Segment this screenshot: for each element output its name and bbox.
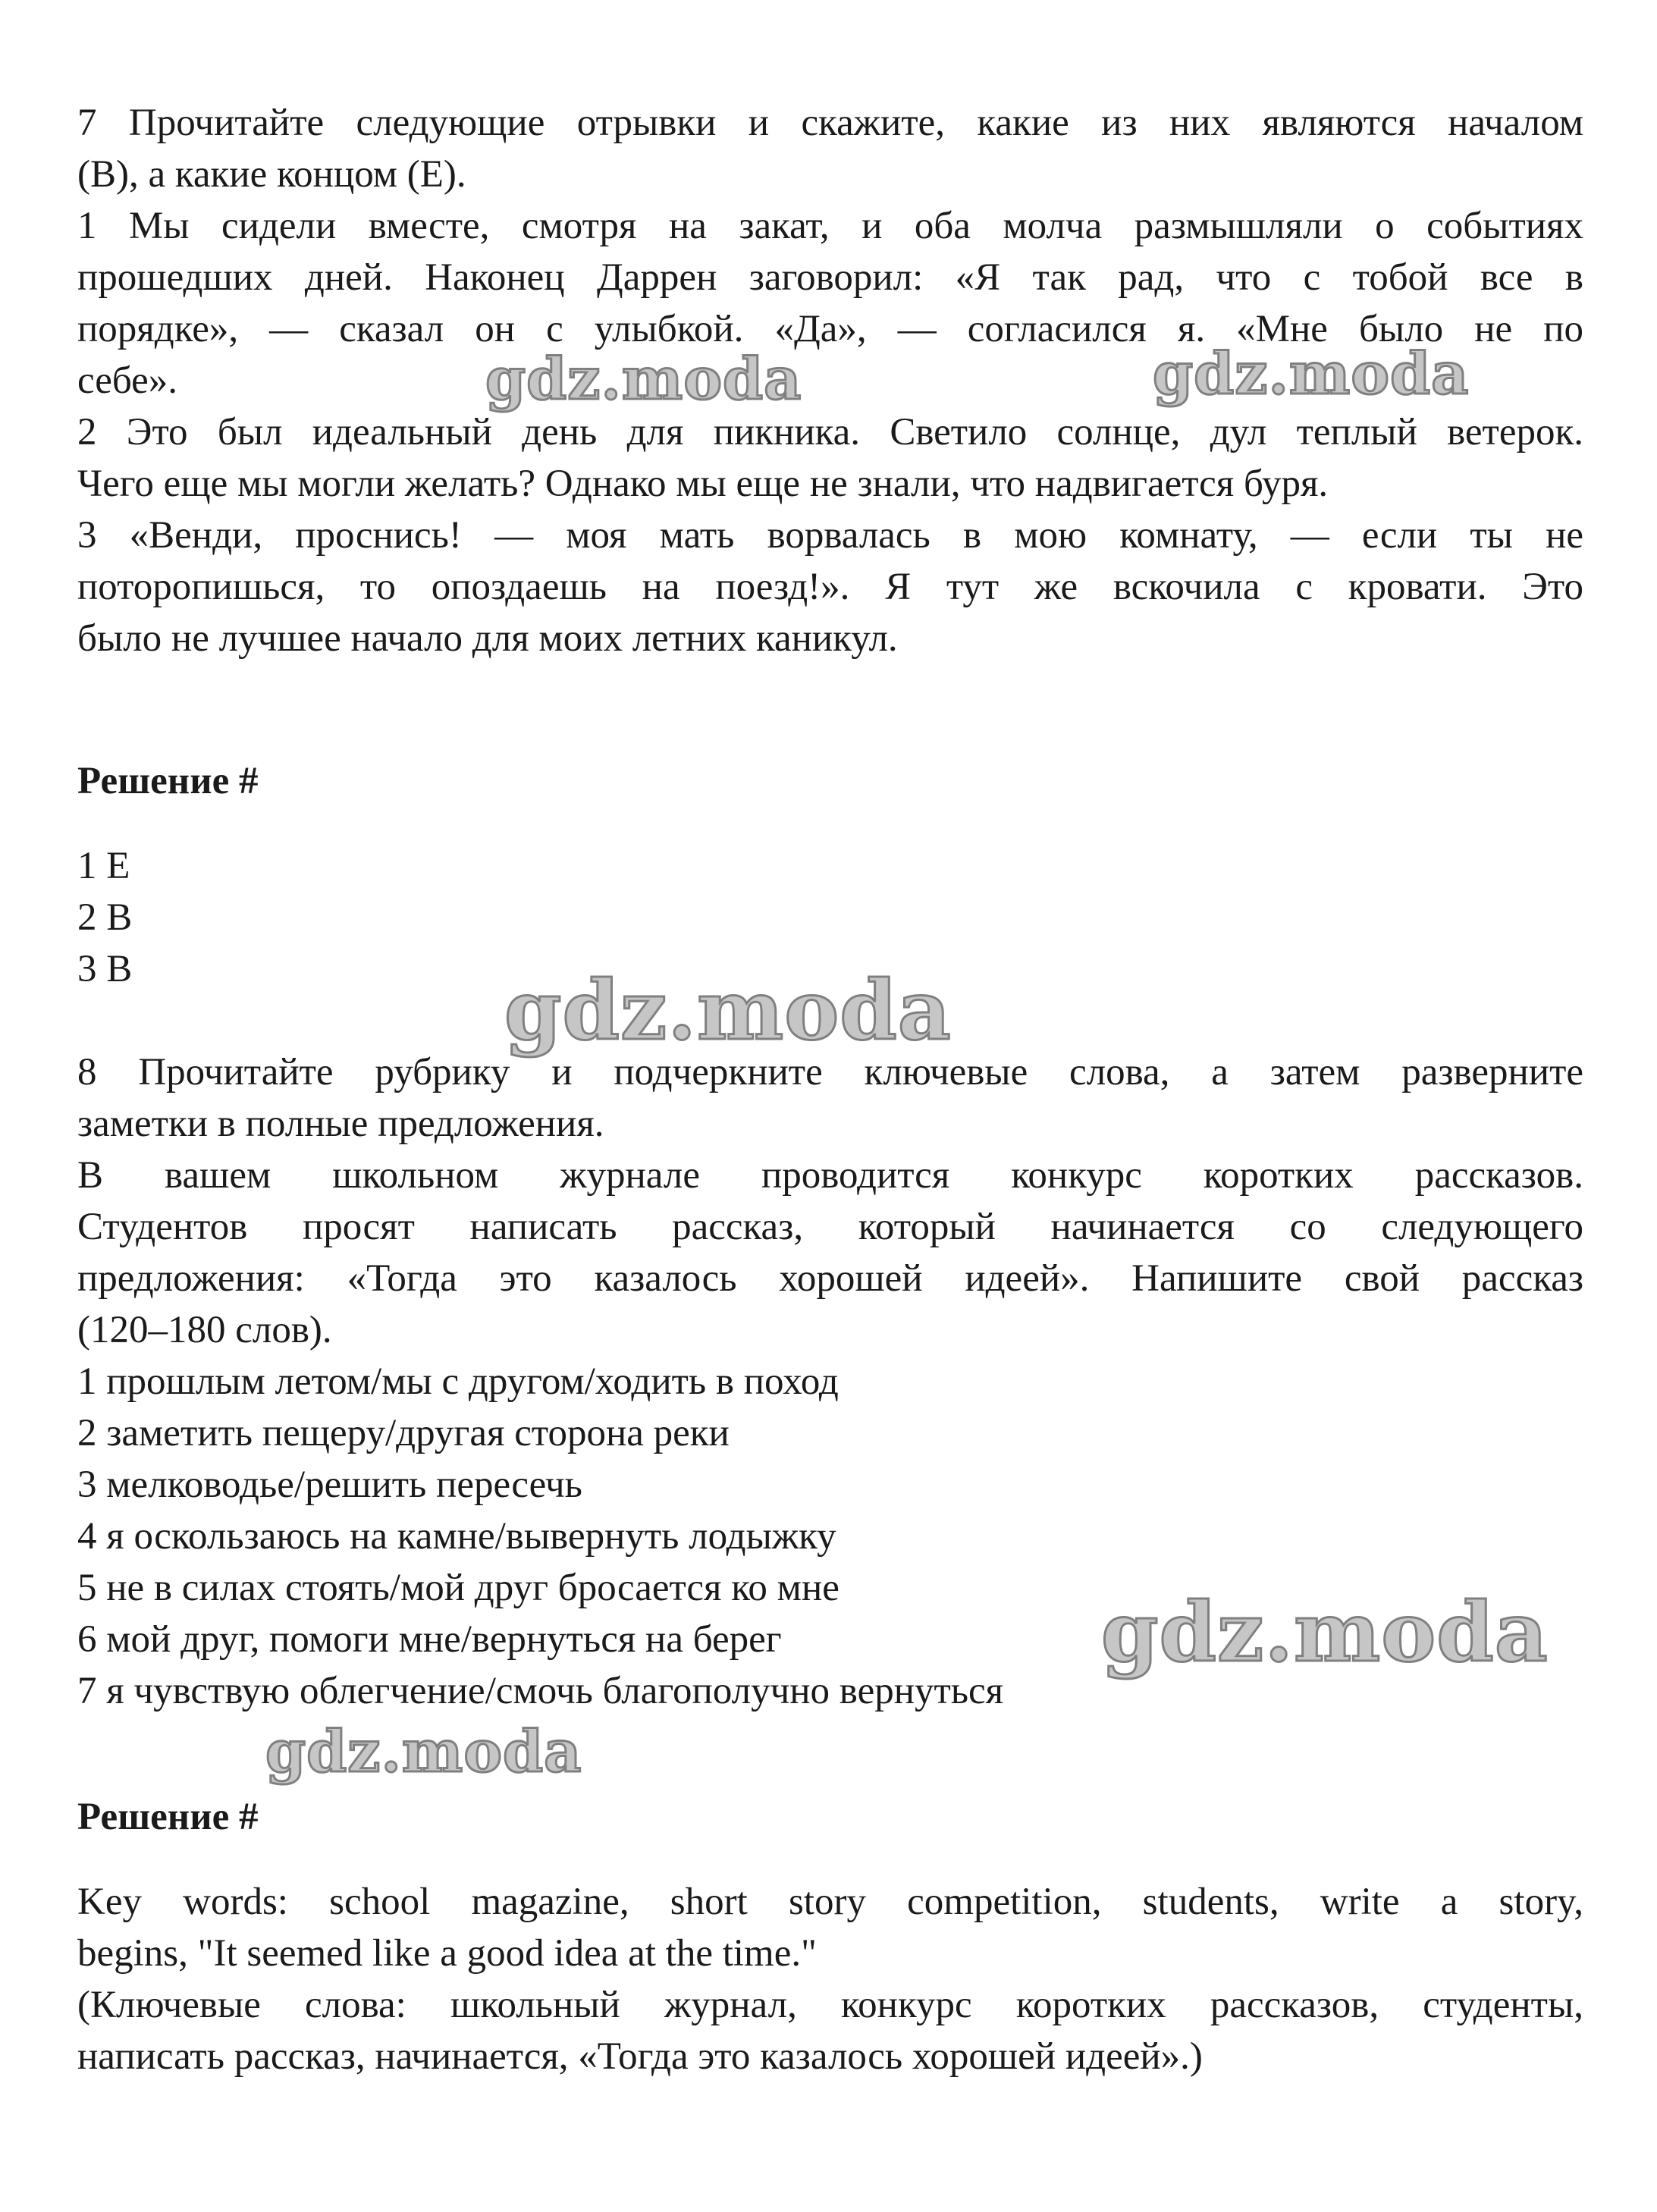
answer-1: 1 E: [77, 845, 130, 887]
answer-2: 2 B: [77, 896, 133, 939]
passage-3-line-3: было не лучшее начало для моих летних каникул.: [77, 617, 898, 660]
rubric-line-2: Студентов просят написать рассказ, который начинается со следующего: [77, 1206, 1583, 1248]
task-8-heading-line-2: заметки в полные предложения.: [77, 1103, 604, 1145]
passage-3-line-1: 3 «Венди, проснись! — моя мать ворвалась в мою комнату, — если ты не: [77, 514, 1583, 557]
answer-3: 3 B: [77, 948, 133, 990]
passage-1-line-1: 1 Мы сидели вместе, смотря на закат, и оба молча размышляли о событиях: [77, 205, 1583, 247]
passage-1-line-4: себе».: [77, 359, 178, 402]
keywords-russian-line-2: написать рассказ, начинается, «Тогда это казалось хорошей идеей».): [77, 2035, 1203, 2078]
watermark-logo: gdz.moda: [504, 963, 952, 1059]
passage-2-line-1: 2 Это был идеальный день для пикника. Светило солнце, дул теплый ветерок.: [77, 411, 1583, 453]
task-7-heading-line-2: (В), а какие концом (Е).: [77, 153, 466, 196]
solution-2-title: Решение #: [77, 1796, 259, 1838]
watermark-logo: gdz.moda: [485, 345, 802, 413]
watermark-logo: gdz.moda: [1153, 340, 1470, 407]
note-7: 7 я чувствую облегчение/смочь благополучно вернуться: [77, 1670, 1004, 1712]
passage-1-line-2: прошедших дней. Наконец Даррен заговорил: «Я так рад, что с тобой все в: [77, 256, 1583, 299]
passage-3-line-2: поторопишься, то опоздаешь на поезд!». Я тут же вскочила с кровати. Это: [77, 566, 1583, 608]
note-2: 2 заметить пещеру/другая сторона реки: [77, 1412, 730, 1454]
watermark-logo: gdz.moda: [265, 1718, 582, 1785]
task-8-heading-line-1: 8 Прочитайте рубрику и подчеркните ключевые слова, а затем разверните: [77, 1051, 1583, 1093]
passage-1-line-3: порядке», — сказал он с улыбкой. «Да», — согласился я. «Мне было не по: [77, 308, 1583, 350]
note-6: 6 мой друг, помоги мне/вернуться на берег: [77, 1618, 782, 1661]
rubric-line-3: предложения: «Тогда это казалось хорошей идеей». Напишите свой рассказ: [77, 1257, 1583, 1300]
keywords-english-line-1: Key words: school magazine, short story competition, students, write a story,: [77, 1881, 1583, 1923]
note-4: 4 я оскользаюсь на камне/вывернуть лодыжку: [77, 1515, 836, 1558]
watermark-logo: gdz.moda: [1101, 1585, 1549, 1680]
keywords-english-line-2: begins, "It seemed like a good idea at the time.": [77, 1932, 817, 1975]
solution-1-title: Решение #: [77, 760, 259, 802]
solution-2-body: [77, 1876, 1583, 2082]
keywords-russian-line-1: (Ключевые слова: школьный журнал, конкурс коротких рассказов, студенты,: [77, 1984, 1583, 2026]
solution-2: [77, 1791, 1583, 2082]
note-5: 5 не в силах стоять/мой друг бросается ко мне: [77, 1567, 839, 1609]
note-3: 3 мелководье/решить пересечь: [77, 1464, 582, 1506]
task-7-heading-line-1: 7 Прочитайте следующие отрывки и скажите, какие из них являются началом: [77, 102, 1583, 144]
rubric-line-1: В вашем школьном журнале проводится конкурс коротких рассказов.: [77, 1154, 1583, 1197]
rubric-line-4: (120–180 слов).: [77, 1309, 332, 1351]
solution-1: [77, 755, 1583, 995]
passage-2-line-2: Чего еще мы могли желать? Однако мы еще не знали, что надвигается буря.: [77, 463, 1329, 505]
note-1: 1 прошлым летом/мы с другом/ходить в поход: [77, 1360, 839, 1403]
